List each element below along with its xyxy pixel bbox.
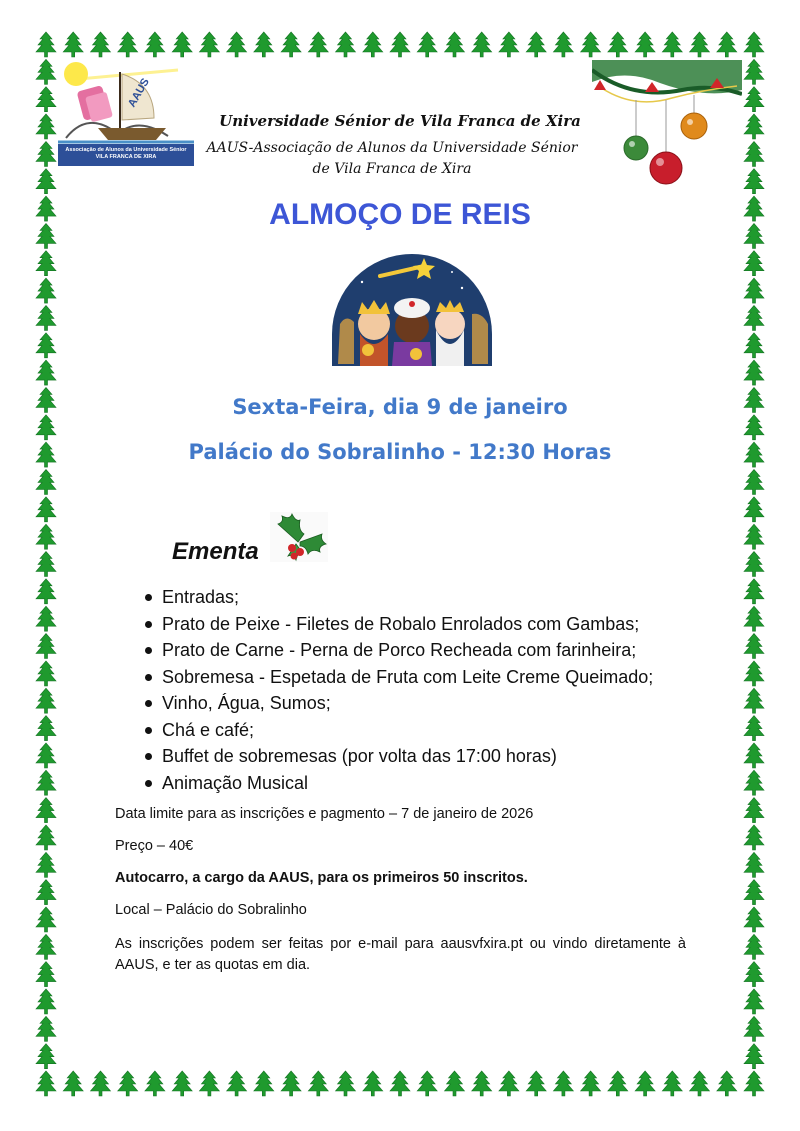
tree-icon xyxy=(662,32,682,57)
tree-icon xyxy=(744,87,764,112)
tree-icon xyxy=(172,32,192,57)
tree-icon xyxy=(526,1071,546,1096)
tree-icon xyxy=(36,1016,56,1041)
tree-icon xyxy=(36,934,56,959)
tree-icon xyxy=(63,1071,83,1096)
tree-icon xyxy=(36,989,56,1014)
event-date: Sexta-Feira, dia 9 de janeiro xyxy=(232,395,568,419)
tree-icon xyxy=(417,1071,437,1096)
tree-icon xyxy=(36,497,56,522)
registration-deadline: Data limite para as inscrições e pagmento – 7 de janeiro de 2026 xyxy=(115,806,534,822)
tree-icon xyxy=(336,32,356,57)
tree-icon xyxy=(36,907,56,932)
tree-icon xyxy=(744,989,764,1014)
bus-notice: Autocarro, a cargo da AAUS, para os primeiros 50 inscritos. xyxy=(115,870,528,886)
sailboat-logo-icon xyxy=(58,60,194,144)
tree-icon xyxy=(336,1071,356,1096)
tree-icon xyxy=(662,1071,682,1096)
tree-icon xyxy=(36,278,56,303)
price: Preço – 40€ xyxy=(115,838,194,854)
tree-icon xyxy=(199,32,219,57)
svg-text:AAUS: AAUS xyxy=(125,76,152,110)
tree-icon xyxy=(472,32,492,57)
tree-icon xyxy=(36,661,56,686)
tree-icon xyxy=(717,1071,737,1096)
university-title: Universidade Sénior de Vila Franca de Xira xyxy=(219,112,581,130)
tree-icon xyxy=(36,716,56,741)
tree-icon xyxy=(36,579,56,604)
tree-icon xyxy=(744,661,764,686)
christmas-ornaments-icon xyxy=(592,60,742,190)
tree-icon xyxy=(445,1071,465,1096)
holly-icon xyxy=(270,512,328,562)
tree-icon xyxy=(744,524,764,549)
tree-icon xyxy=(36,114,56,139)
tree-icon xyxy=(254,1071,274,1096)
tree-icon xyxy=(744,32,764,57)
event-title: ALMOÇO DE REIS xyxy=(269,198,531,231)
tree-icon xyxy=(744,688,764,713)
tree-icon xyxy=(36,87,56,112)
tree-icon xyxy=(744,497,764,522)
menu-item: Animação Musical xyxy=(142,770,653,797)
menu-heading: Ementa xyxy=(172,538,259,565)
tree-icon xyxy=(744,907,764,932)
tree-icon xyxy=(36,251,56,276)
tree-icon xyxy=(36,305,56,330)
logo-caption xyxy=(58,144,194,166)
tree-icon xyxy=(363,32,383,57)
tree-icon xyxy=(363,1071,383,1096)
tree-icon xyxy=(744,962,764,987)
tree-icon xyxy=(744,743,764,768)
tree-icon xyxy=(499,32,519,57)
tree-icon xyxy=(281,32,301,57)
tree-icon xyxy=(390,1071,410,1096)
tree-icon xyxy=(36,880,56,905)
logo-caption-line2: VILA FRANCA DE XIRA xyxy=(95,154,157,160)
tree-icon xyxy=(744,470,764,495)
tree-icon xyxy=(308,32,328,57)
tree-icon xyxy=(172,1071,192,1096)
aaus-logo xyxy=(58,60,194,166)
tree-icon xyxy=(744,251,764,276)
tree-icon xyxy=(227,1071,247,1096)
tree-icon xyxy=(36,333,56,358)
tree-icon xyxy=(744,141,764,166)
tree-icon xyxy=(36,962,56,987)
tree-icon xyxy=(91,1071,111,1096)
tree-icon xyxy=(744,606,764,631)
tree-icon xyxy=(36,524,56,549)
tree-icon xyxy=(744,716,764,741)
tree-icon xyxy=(36,743,56,768)
tree-icon xyxy=(690,32,710,57)
tree-icon xyxy=(744,333,764,358)
tree-icon xyxy=(145,1071,165,1096)
tree-icon xyxy=(499,1071,519,1096)
tree-icon xyxy=(36,1071,56,1096)
tree-icon xyxy=(744,579,764,604)
tree-icon xyxy=(635,32,655,57)
tree-icon xyxy=(36,1044,56,1069)
tree-icon xyxy=(227,32,247,57)
menu-item: Sobremesa - Espetada de Fruta com Leite Creme Queimado; xyxy=(142,664,653,691)
tree-icon xyxy=(744,1016,764,1041)
tree-icon xyxy=(526,32,546,57)
tree-icon xyxy=(553,32,573,57)
event-place-time: Palácio do Sobralinho - 12:30 Horas xyxy=(188,440,612,464)
tree-icon xyxy=(36,825,56,850)
tree-icon xyxy=(717,32,737,57)
tree-icon xyxy=(91,32,111,57)
menu-item: Buffet de sobremesas (por volta das 17:00 horas) xyxy=(142,743,653,770)
tree-icon xyxy=(744,934,764,959)
tree-icon xyxy=(744,278,764,303)
tree-icon xyxy=(417,32,437,57)
tree-icon xyxy=(36,141,56,166)
tree-icon xyxy=(36,798,56,823)
tree-icon xyxy=(36,552,56,577)
tree-icon xyxy=(36,32,56,57)
menu-item: Prato de Peixe - Filetes de Robalo Enrolados com Gambas; xyxy=(142,611,653,638)
tree-icon xyxy=(118,1071,138,1096)
tree-icon xyxy=(390,32,410,57)
tree-icon xyxy=(744,552,764,577)
location: Local – Palácio do Sobralinho xyxy=(115,902,307,918)
tree-icon xyxy=(635,1071,655,1096)
tree-icon xyxy=(36,688,56,713)
logo-caption-line1: Associação de Alunos da Universidade Sénior xyxy=(65,147,187,153)
tree-icon xyxy=(36,770,56,795)
tree-icon xyxy=(281,1071,301,1096)
menu-item: Vinho, Água, Sumos; xyxy=(142,690,653,717)
tree-icon xyxy=(254,32,274,57)
tree-icon xyxy=(608,32,628,57)
tree-icon xyxy=(744,59,764,84)
tree-icon xyxy=(744,852,764,877)
tree-icon xyxy=(472,1071,492,1096)
tree-icon xyxy=(744,169,764,194)
tree-icon xyxy=(36,852,56,877)
menu-item: Entradas; xyxy=(142,584,653,611)
three-kings-icon xyxy=(332,254,492,366)
tree-icon xyxy=(581,32,601,57)
tree-icon xyxy=(690,1071,710,1096)
tree-icon xyxy=(744,1044,764,1069)
tree-icon xyxy=(118,32,138,57)
tree-icon xyxy=(553,1071,573,1096)
tree-icon xyxy=(744,1071,764,1096)
tree-icon xyxy=(308,1071,328,1096)
tree-icon xyxy=(145,32,165,57)
tree-icon xyxy=(36,169,56,194)
registration-info: As inscrições podem ser feitas por e-mail para aausvfxira.pt ou vindo diretamente à AAUS, e ter as quotas em dia. xyxy=(115,936,686,973)
tree-icon xyxy=(744,880,764,905)
association-subtitle: AAUS-Associação de Alunos da Universidade Sénior de Vila Franca de Xira xyxy=(206,140,578,177)
menu-list xyxy=(142,584,653,796)
tree-icon xyxy=(744,360,764,385)
tree-icon xyxy=(608,1071,628,1096)
tree-icon xyxy=(744,798,764,823)
menu-item: Chá e café; xyxy=(142,717,653,744)
tree-icon xyxy=(581,1071,601,1096)
tree-icon xyxy=(36,360,56,385)
tree-icon xyxy=(36,470,56,495)
tree-icon xyxy=(63,32,83,57)
tree-icon xyxy=(744,634,764,659)
tree-icon xyxy=(36,634,56,659)
tree-icon xyxy=(744,770,764,795)
tree-icon xyxy=(744,114,764,139)
tree-icon xyxy=(744,305,764,330)
tree-icon xyxy=(199,1071,219,1096)
menu-item: Prato de Carne - Perna de Porco Recheada com farinheira; xyxy=(142,637,653,664)
tree-icon xyxy=(36,59,56,84)
tree-icon xyxy=(445,32,465,57)
tree-icon xyxy=(36,606,56,631)
tree-icon xyxy=(744,825,764,850)
